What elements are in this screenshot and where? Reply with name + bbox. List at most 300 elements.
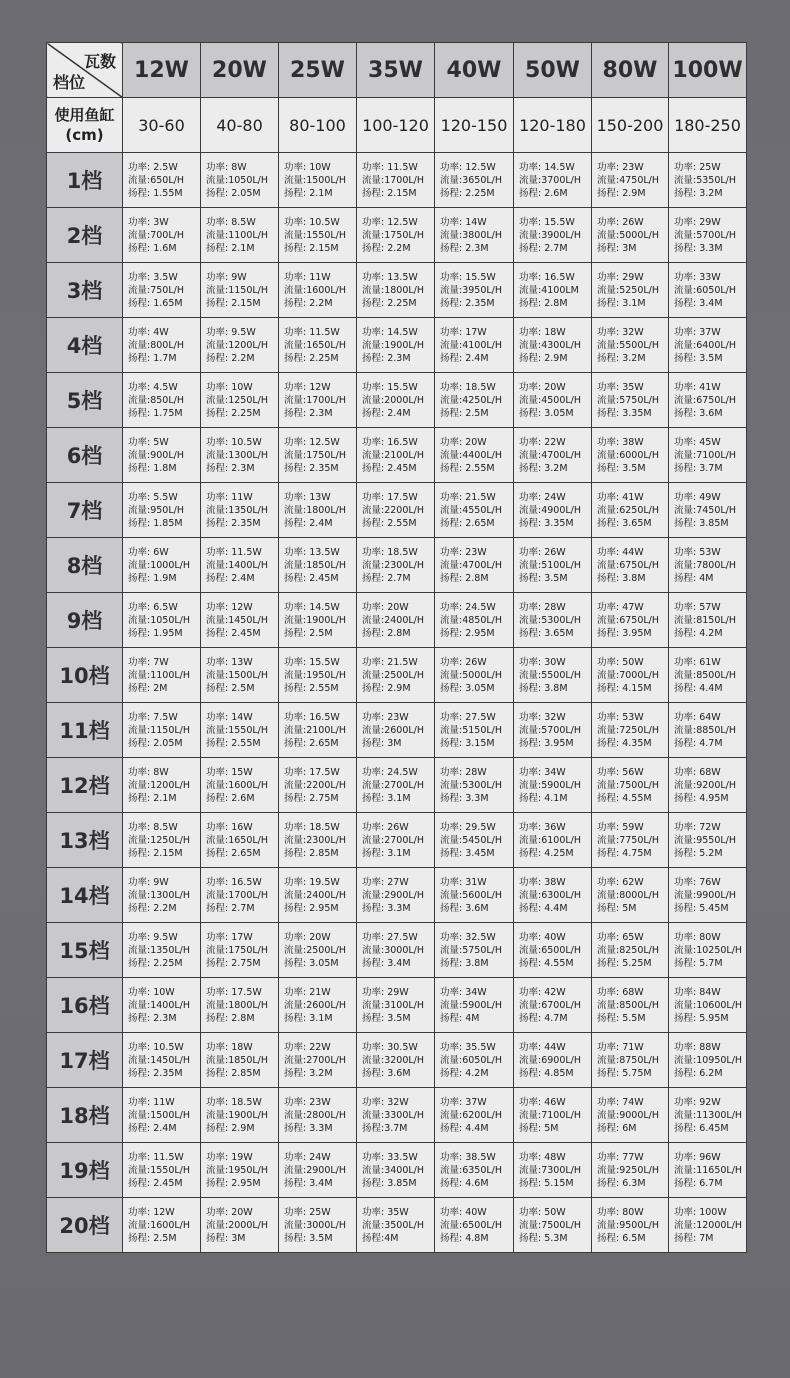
power-value: 功率: 14W [440, 216, 487, 228]
head-value: 扬程: 1.7M [128, 352, 177, 364]
head-value: 扬程: 3.65M [519, 627, 574, 639]
power-value: 功率: 16.5W [206, 876, 262, 888]
spec-cell [357, 593, 435, 648]
spec-cell [357, 868, 435, 923]
spec-cell [592, 263, 669, 318]
corner-watt-label: 瓦数 [83, 52, 116, 71]
head-value: 扬程: 2.95M [284, 902, 339, 914]
flow-value: 流量:5900L/H [519, 779, 582, 791]
head-value: 扬程: 3.3M [674, 242, 723, 254]
spec-cell [201, 1143, 279, 1198]
head-value: 扬程: 2.75M [206, 957, 261, 969]
head-value: 扬程: 2.1M [128, 792, 177, 804]
power-value: 功率: 6.5W [128, 601, 178, 613]
power-value: 功率: 10.5W [206, 436, 262, 448]
power-value: 功率: 29W [362, 986, 409, 998]
gear-label: 17档 [47, 1033, 123, 1088]
head-value: 扬程: 4.2M [674, 627, 723, 639]
spec-cell [514, 703, 592, 758]
flow-value: 流量:10950L/H [674, 1054, 743, 1066]
watt-header-12w: 12W [123, 43, 201, 98]
power-value: 功率: 32.5W [440, 931, 496, 943]
spec-cell [592, 483, 669, 538]
spec-cell [123, 758, 201, 813]
power-value: 功率: 15.5W [362, 381, 418, 393]
power-value: 功率: 22W [519, 436, 566, 448]
spec-cell [123, 373, 201, 428]
spec-cell [514, 868, 592, 923]
head-value: 扬程: 3.2M [597, 352, 646, 364]
power-value: 功率: 72W [674, 821, 721, 833]
power-value: 功率: 21.5W [362, 656, 418, 668]
spec-cell [123, 703, 201, 758]
flow-value: 流量:8250L/H [597, 944, 660, 956]
head-value: 扬程: 2.15M [362, 187, 417, 199]
spec-cell [279, 263, 357, 318]
spec-cell [279, 593, 357, 648]
head-value: 扬程: 2.55M [440, 462, 495, 474]
flow-value: 流量:950L/H [128, 504, 184, 516]
spec-cell [279, 868, 357, 923]
head-value: 扬程: 2.8M [206, 1012, 255, 1024]
head-value: 扬程: 2.6M [519, 187, 568, 199]
flow-value: 流量:1800L/H [206, 999, 269, 1011]
power-value: 功率: 61W [674, 656, 721, 668]
spec-cell [592, 978, 669, 1033]
power-value: 功率: 50W [519, 1206, 566, 1218]
head-value: 扬程: 3.35M [597, 407, 652, 419]
flow-value: 流量:5700L/H [519, 724, 582, 736]
flow-value: 流量:3400L/H [362, 1164, 425, 1176]
flow-value: 流量:1450L/H [206, 614, 269, 626]
power-value: 功率: 34W [519, 766, 566, 778]
head-value: 扬程: 3.3M [362, 902, 411, 914]
head-value: 扬程: 2.35M [128, 1067, 183, 1079]
flow-value: 流量:6750L/H [674, 394, 737, 406]
power-value: 功率: 32W [597, 326, 644, 338]
spec-cell [592, 428, 669, 483]
head-value: 扬程: 6.45M [674, 1122, 729, 1134]
spec-cell [123, 318, 201, 373]
head-value: 扬程: 2.8M [519, 297, 568, 309]
head-value: 扬程: 3M [362, 737, 402, 749]
flow-value: 流量:3800L/H [440, 229, 503, 241]
flow-value: 流量:1750L/H [206, 944, 269, 956]
tank-size-100w: 180-250 [669, 98, 747, 153]
head-value: 扬程: 4.1M [519, 792, 568, 804]
spec-cell [592, 593, 669, 648]
flow-value: 流量:4250L/H [440, 394, 503, 406]
flow-value: 流量:1700L/H [206, 889, 269, 901]
spec-cell [279, 483, 357, 538]
head-value: 扬程: 2.75M [284, 792, 339, 804]
flow-value: 流量:5500L/H [519, 669, 582, 681]
flow-value: 流量:4700L/H [440, 559, 503, 571]
power-value: 功率: 21.5W [440, 491, 496, 503]
power-value: 功率: 48W [519, 1151, 566, 1163]
flow-value: 流量:1300L/H [128, 889, 191, 901]
head-value: 扬程: 2.5M [284, 627, 333, 639]
head-value: 扬程: 2.2M [362, 242, 411, 254]
spec-cell [592, 538, 669, 593]
flow-value: 流量:6500L/H [519, 944, 582, 956]
power-value: 功率: 24W [284, 1151, 331, 1163]
head-value: 扬程: 3.5M [519, 572, 568, 584]
power-value: 功率: 16.5W [362, 436, 418, 448]
head-value: 扬程: 3.5M [597, 462, 646, 474]
flow-value: 流量:1200L/H [128, 779, 191, 791]
head-value: 扬程: 2.45M [206, 627, 261, 639]
flow-value: 流量:3900L/H [519, 229, 582, 241]
tank-size-40w: 120-150 [435, 98, 514, 153]
gear-row [47, 923, 747, 978]
head-value: 扬程: 3.05M [519, 407, 574, 419]
power-value: 功率: 20W [362, 601, 409, 613]
flow-value: 流量:1800L/H [362, 284, 425, 296]
spec-cell [669, 648, 747, 703]
power-value: 功率: 46W [519, 1096, 566, 1108]
head-value: 扬程: 2.3M [206, 462, 255, 474]
spec-cell [435, 593, 514, 648]
flow-value: 流量:1650L/H [284, 339, 347, 351]
spec-cell [435, 978, 514, 1033]
flow-value: 流量:9550L/H [674, 834, 737, 846]
spec-cell [435, 208, 514, 263]
flow-value: 流量:9500L/H [597, 1219, 660, 1231]
gear-row [47, 373, 747, 428]
flow-value: 流量:1050L/H [128, 614, 191, 626]
power-value: 功率: 21W [284, 986, 331, 998]
power-value: 功率: 14W [206, 711, 253, 723]
spec-cell [669, 703, 747, 758]
flow-value: 流量:6400L/H [674, 339, 737, 351]
power-value: 功率: 77W [597, 1151, 644, 1163]
head-value: 扬程: 2.7M [519, 242, 568, 254]
flow-value: 流量:1750L/H [362, 229, 425, 241]
flow-value: 流量:1150L/H [128, 724, 191, 736]
tank-size-row [47, 98, 747, 153]
watt-header-25w: 25W [279, 43, 357, 98]
head-value: 扬程: 2.3M [128, 1012, 177, 1024]
head-value: 扬程: 3.4M [362, 957, 411, 969]
power-value: 功率: 27W [362, 876, 409, 888]
flow-value: 流量:3650L/H [440, 174, 503, 186]
flow-value: 流量:4700L/H [519, 449, 582, 461]
flow-value: 流量:8500L/H [674, 669, 737, 681]
flow-value: 流量:2100L/H [284, 724, 347, 736]
head-value: 扬程: 3.4M [674, 297, 723, 309]
power-value: 功率: 23W [284, 1096, 331, 1108]
head-value: 扬程: 2.9M [597, 187, 646, 199]
head-value: 扬程: 2.4M [362, 407, 411, 419]
spec-cell [201, 978, 279, 1033]
head-value: 扬程: 5.95M [674, 1012, 729, 1024]
spec-cell [357, 538, 435, 593]
head-value: 扬程: 3.85M [362, 1177, 417, 1189]
spec-cell [279, 318, 357, 373]
flow-value: 流量:4100LM [519, 284, 579, 296]
spec-cell [435, 153, 514, 208]
head-value: 扬程: 5.15M [519, 1177, 574, 1189]
power-value: 功率: 10W [128, 986, 175, 998]
head-value: 扬程: 2.95M [206, 1177, 261, 1189]
gear-label: 16档 [47, 978, 123, 1033]
spec-cell [201, 1088, 279, 1143]
spec-cell [201, 208, 279, 263]
flow-value: 流量:5300L/H [440, 779, 503, 791]
head-value: 扬程: 2.3M [284, 407, 333, 419]
gear-label: 15档 [47, 923, 123, 978]
spec-cell [201, 923, 279, 978]
power-value: 功率: 16.5W [284, 711, 340, 723]
spec-cell [357, 483, 435, 538]
power-value: 功率: 64W [674, 711, 721, 723]
flow-value: 流量:2000L/H [362, 394, 425, 406]
power-value: 功率: 100W [674, 1206, 727, 1218]
gear-row [47, 1143, 747, 1198]
power-value: 功率: 37W [440, 1096, 487, 1108]
tank-size-80w: 150-200 [592, 98, 669, 153]
spec-cell [669, 483, 747, 538]
flow-value: 流量:6200L/H [440, 1109, 503, 1121]
flow-value: 流量:10250L/H [674, 944, 743, 956]
spec-cell [669, 758, 747, 813]
watt-header-20w: 20W [201, 43, 279, 98]
power-value: 功率: 3W [128, 216, 169, 228]
power-value: 功率: 35.5W [440, 1041, 496, 1053]
spec-cell [279, 1088, 357, 1143]
head-value: 扬程: 2.2M [128, 902, 177, 914]
flow-value: 流量:2100L/H [362, 449, 425, 461]
flow-value: 流量:1550L/H [128, 1164, 191, 1176]
head-value: 扬程: 3.2M [674, 187, 723, 199]
spec-cell [435, 923, 514, 978]
head-value: 扬程: 2.4M [284, 517, 333, 529]
flow-value: 流量:2400L/H [362, 614, 425, 626]
power-value: 功率: 44W [597, 546, 644, 558]
spec-cell [592, 208, 669, 263]
power-value: 功率: 38W [597, 436, 644, 448]
flow-value: 流量:2800L/H [284, 1109, 347, 1121]
flow-value: 流量:1600L/H [284, 284, 347, 296]
tank-size-label-line1: 使用鱼缸 [54, 106, 115, 124]
flow-value: 流量:1050L/H [206, 174, 269, 186]
spec-cell [201, 648, 279, 703]
gear-label: 1档 [47, 153, 123, 208]
head-value: 扬程: 4.6M [440, 1177, 489, 1189]
power-value: 功率: 15.5W [519, 216, 575, 228]
flow-value: 流量:2200L/H [362, 504, 425, 516]
spec-cell [669, 813, 747, 868]
gear-row [47, 703, 747, 758]
tank-size-label [47, 98, 123, 153]
power-value: 功率: 80W [597, 1206, 644, 1218]
head-value: 扬程: 2.2M [206, 352, 255, 364]
flow-value: 流量:1700L/H [362, 174, 425, 186]
power-value: 功率: 11W [206, 491, 253, 503]
spec-cell [201, 703, 279, 758]
spec-cell [514, 538, 592, 593]
spec-cell [669, 593, 747, 648]
spec-cell [592, 153, 669, 208]
spec-cell [357, 373, 435, 428]
spec-cell [514, 923, 592, 978]
spec-cell [279, 373, 357, 428]
power-value: 功率: 53W [597, 711, 644, 723]
power-value: 功率: 8W [206, 161, 247, 173]
head-value: 扬程: 2.5M [440, 407, 489, 419]
gear-row [47, 593, 747, 648]
flow-value: 流量:1150L/H [206, 284, 269, 296]
flow-value: 流量:4300L/H [519, 339, 582, 351]
power-value: 功率: 4W [128, 326, 169, 338]
power-value: 功率: 22W [284, 1041, 331, 1053]
power-value: 功率: 27.5W [362, 931, 418, 943]
gear-label: 10档 [47, 648, 123, 703]
spec-cell [357, 1143, 435, 1198]
spec-cell [669, 978, 747, 1033]
power-value: 功率: 8W [128, 766, 169, 778]
spec-cell [357, 923, 435, 978]
power-value: 功率: 16.5W [519, 271, 575, 283]
flow-value: 流量:10600L/H [674, 999, 743, 1011]
head-value: 扬程: 3.5M [284, 1232, 333, 1244]
power-value: 功率: 20W [206, 1206, 253, 1218]
spec-cell [123, 1198, 201, 1253]
flow-value: 流量:700L/H [128, 229, 184, 241]
spec-cell [514, 208, 592, 263]
flow-value: 流量:650L/H [128, 174, 184, 186]
power-value: 功率: 6W [128, 546, 169, 558]
watt-header-row [47, 43, 747, 98]
flow-value: 流量:5600L/H [440, 889, 503, 901]
spec-cell [201, 428, 279, 483]
flow-value: 流量:7500L/H [519, 1219, 582, 1231]
power-value: 功率: 25W [284, 1206, 331, 1218]
head-value: 扬程: 4M [440, 1012, 480, 1024]
flow-value: 流量:5150L/H [440, 724, 503, 736]
head-value: 扬程: 2.2M [284, 297, 333, 309]
head-value: 扬程: 4.8M [440, 1232, 489, 1244]
head-value: 扬程: 5.45M [674, 902, 729, 914]
flow-value: 流量:1950L/H [284, 669, 347, 681]
watt-header-35w: 35W [357, 43, 435, 98]
spec-cell [514, 1033, 592, 1088]
head-value: 扬程: 2.65M [440, 517, 495, 529]
power-value: 功率: 12.5W [284, 436, 340, 448]
head-value: 扬程: 3.6M [362, 1067, 411, 1079]
spec-cell [123, 1088, 201, 1143]
power-value: 功率: 24.5W [440, 601, 496, 613]
head-value: 扬程: 2.6M [206, 792, 255, 804]
flow-value: 流量:1550L/H [206, 724, 269, 736]
power-value: 功率: 40W [519, 931, 566, 943]
head-value: 扬程: 7M [674, 1232, 714, 1244]
gear-label: 13档 [47, 813, 123, 868]
power-value: 功率: 84W [674, 986, 721, 998]
watt-header-80w: 80W [592, 43, 669, 98]
spec-cell [592, 703, 669, 758]
spec-cell [279, 813, 357, 868]
flow-value: 流量:5700L/H [674, 229, 737, 241]
flow-value: 流量:1900L/H [284, 614, 347, 626]
head-value: 扬程: 5M [597, 902, 637, 914]
spec-cell [279, 428, 357, 483]
spec-cell [514, 648, 592, 703]
flow-value: 流量:7250L/H [597, 724, 660, 736]
spec-cell [357, 703, 435, 758]
spec-cell [123, 538, 201, 593]
flow-value: 流量:11300L/H [674, 1109, 743, 1121]
head-value: 扬程: 4.2M [440, 1067, 489, 1079]
flow-value: 流量:12000L/H [674, 1219, 743, 1231]
spec-cell [592, 1198, 669, 1253]
power-value: 功率: 11W [128, 1096, 175, 1108]
head-value: 扬程: 2.25M [440, 187, 495, 199]
flow-value: 流量:4100L/H [440, 339, 503, 351]
head-value: 扬程: 2.35M [440, 297, 495, 309]
power-value: 功率: 76W [674, 876, 721, 888]
spec-cell [201, 1198, 279, 1253]
flow-value: 流量:1350L/H [128, 944, 191, 956]
spec-cell [669, 263, 747, 318]
power-value: 功率: 12.5W [362, 216, 418, 228]
flow-value: 流量:3000L/H [362, 944, 425, 956]
flow-value: 流量:2700L/H [362, 834, 425, 846]
spec-cell [514, 1088, 592, 1143]
power-value: 功率: 20W [440, 436, 487, 448]
head-value: 扬程: 4.55M [597, 792, 652, 804]
head-value: 扬程: 3.8M [440, 957, 489, 969]
flow-value: 流量:7800L/H [674, 559, 737, 571]
head-value: 扬程: 3.8M [519, 682, 568, 694]
spec-cell [435, 538, 514, 593]
spec-cell [435, 318, 514, 373]
spec-cell [514, 483, 592, 538]
flow-value: 流量:6750L/H [597, 559, 660, 571]
power-value: 功率: 9.5W [206, 326, 256, 338]
power-value: 功率: 30W [519, 656, 566, 668]
head-value: 扬程: 4M [674, 572, 714, 584]
power-value: 功率: 15.5W [440, 271, 496, 283]
head-value: 扬程: 1.75M [128, 407, 183, 419]
flow-value: 流量:1250L/H [206, 394, 269, 406]
spec-cell [357, 758, 435, 813]
gear-row [47, 1033, 747, 1088]
spec-cell [435, 813, 514, 868]
spec-cell [279, 758, 357, 813]
head-value: 扬程: 3.7M [674, 462, 723, 474]
flow-value: 流量:2500L/H [362, 669, 425, 681]
spec-cell [123, 1143, 201, 1198]
head-value: 扬程: 2.45M [128, 1177, 183, 1189]
spec-cell [279, 153, 357, 208]
spec-cell [201, 153, 279, 208]
spec-cell [201, 318, 279, 373]
spec-cell [201, 263, 279, 318]
spec-cell [357, 1033, 435, 1088]
spec-cell [669, 208, 747, 263]
power-value: 功率: 31W [440, 876, 487, 888]
flow-value: 流量:9000L/H [597, 1109, 660, 1121]
head-value: 扬程: 2.35M [284, 462, 339, 474]
head-value: 扬程: 3.1M [362, 792, 411, 804]
spec-cell [514, 978, 592, 1033]
head-value: 扬程: 3.35M [519, 517, 574, 529]
flow-value: 流量:6350L/H [440, 1164, 503, 1176]
flow-value: 流量:3000L/H [284, 1219, 347, 1231]
head-value: 扬程: 3.6M [674, 407, 723, 419]
